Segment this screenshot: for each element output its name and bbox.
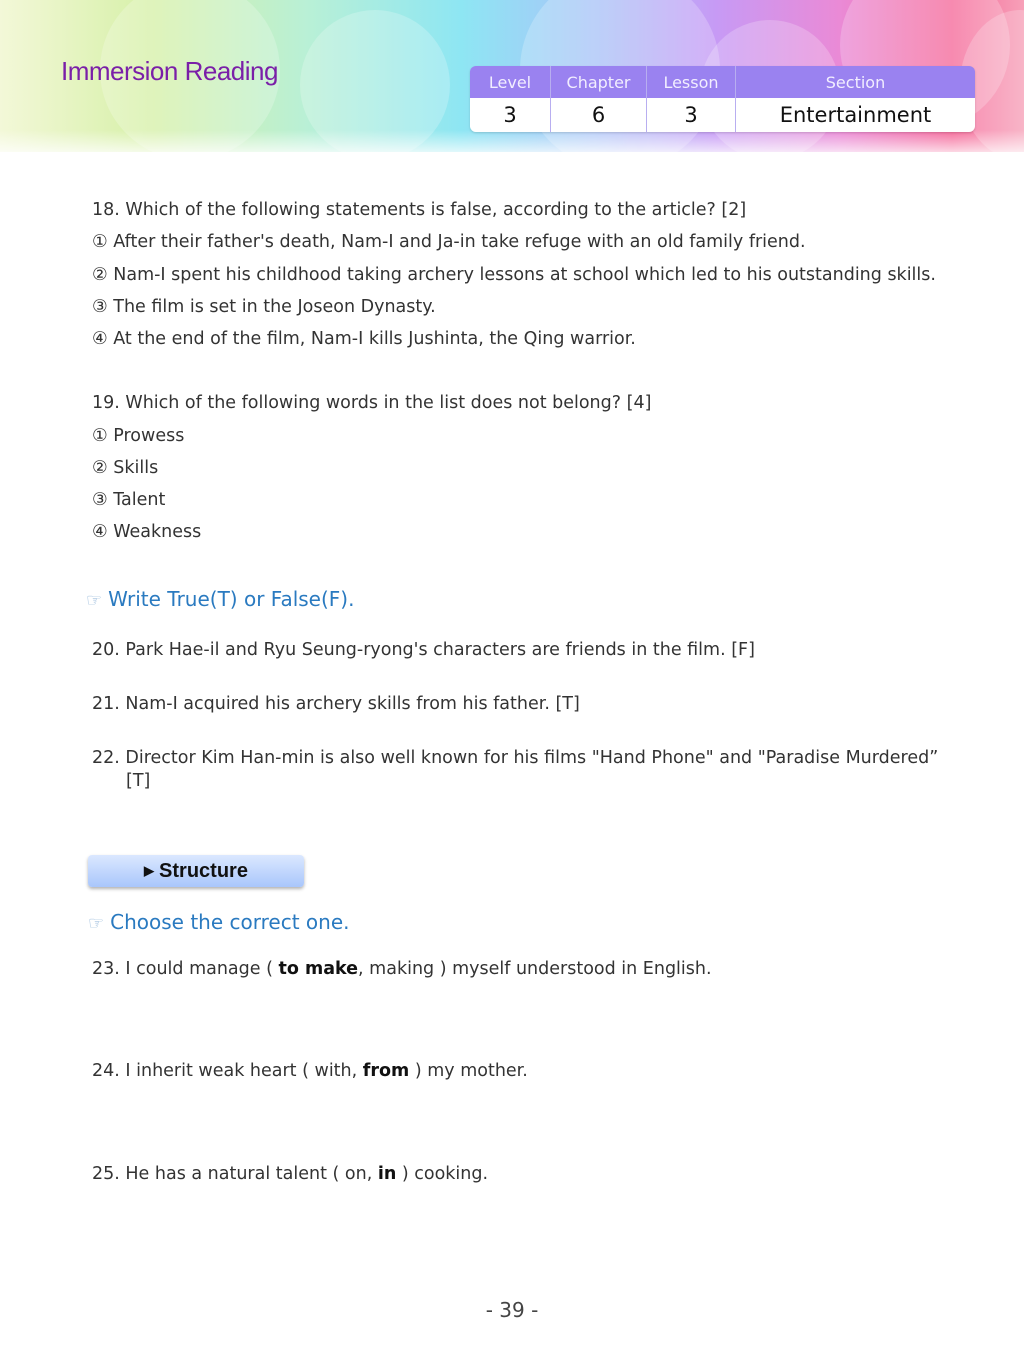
- answer: to make: [278, 959, 359, 979]
- question-23: [92, 959, 712, 979]
- question-24: [92, 1061, 528, 1081]
- question-text-rest: ) my mother.: [409, 1061, 528, 1081]
- q18-option-2: ② Nam-I spent his childhood taking archery lessons at school which led to his outstanding skills.: [92, 265, 936, 285]
- q18-option-3: ③ The film is set in the Joseon Dynasty.: [92, 297, 436, 317]
- lesson-header: Lesson: [647, 66, 736, 98]
- question-22: 22. Director Kim Han-min is also well known for his films "Hand Phone" and "Paradise Murdered”: [92, 748, 939, 768]
- question-text-rest: ) cooking.: [396, 1164, 489, 1184]
- question-20: 20. Park Hae-il and Ryu Seung-ryong's characters are friends in the film. [F]: [92, 640, 755, 660]
- true-false-instruction: [86, 587, 354, 611]
- question-22-answer: [T]: [126, 771, 151, 791]
- level-header: Level: [470, 66, 551, 98]
- q19-option-3: ③ Talent: [92, 490, 166, 510]
- question-19: 19. Which of the following words in the list does not belong? [4]: [92, 393, 652, 413]
- answer: in: [377, 1164, 397, 1184]
- question-text-rest: , making ) myself understood in English.: [358, 959, 712, 979]
- question-25: [92, 1164, 488, 1184]
- question-18: 18. Which of the following statements is false, according to the article? [2]: [92, 200, 747, 220]
- question-text: 25. He has a natural talent ( on,: [92, 1164, 378, 1184]
- question-text: 23. I could manage (: [92, 959, 279, 979]
- q18-option-4: ④ At the end of the film, Nam-I kills Jushinta, the Qing warrior.: [92, 329, 636, 349]
- choose-instruction: [88, 910, 349, 934]
- header-banner: [0, 0, 1024, 152]
- section-value: Entertainment: [779, 103, 932, 127]
- answer: from: [362, 1061, 410, 1081]
- chapter-value: 6: [551, 98, 647, 132]
- question-text: 24. I inherit weak heart ( with,: [92, 1061, 363, 1081]
- section-header: Section: [825, 72, 886, 92]
- question-21: 21. Nam-I acquired his archery skills from his father. [T]: [92, 694, 580, 714]
- pointing-hand-icon: ☞: [88, 913, 105, 934]
- lesson-value: 3: [647, 98, 736, 132]
- logo: Immersion Reading: [61, 56, 278, 86]
- chapter-header: Chapter: [551, 66, 647, 98]
- instruction-text: Choose the correct one.: [110, 910, 350, 934]
- q19-option-2: ② Skills: [92, 458, 159, 478]
- q19-option-4: ④ Weakness: [92, 522, 202, 542]
- structure-section-button: [88, 855, 304, 887]
- pointing-hand-icon: ☞: [86, 590, 103, 611]
- level-value: 3: [470, 98, 551, 132]
- structure-label: Structure: [159, 859, 248, 882]
- page-number: - 39 -: [485, 1298, 539, 1322]
- instruction-text: Write True(T) or False(F).: [108, 587, 355, 611]
- lesson-info-table: [470, 66, 975, 132]
- q19-option-1: ① Prowess: [92, 426, 185, 446]
- triangle-right-icon: ▶: [144, 863, 155, 878]
- q18-option-1: ① After their father's death, Nam-I and Ja-in take refuge with an old family friend.: [92, 232, 806, 252]
